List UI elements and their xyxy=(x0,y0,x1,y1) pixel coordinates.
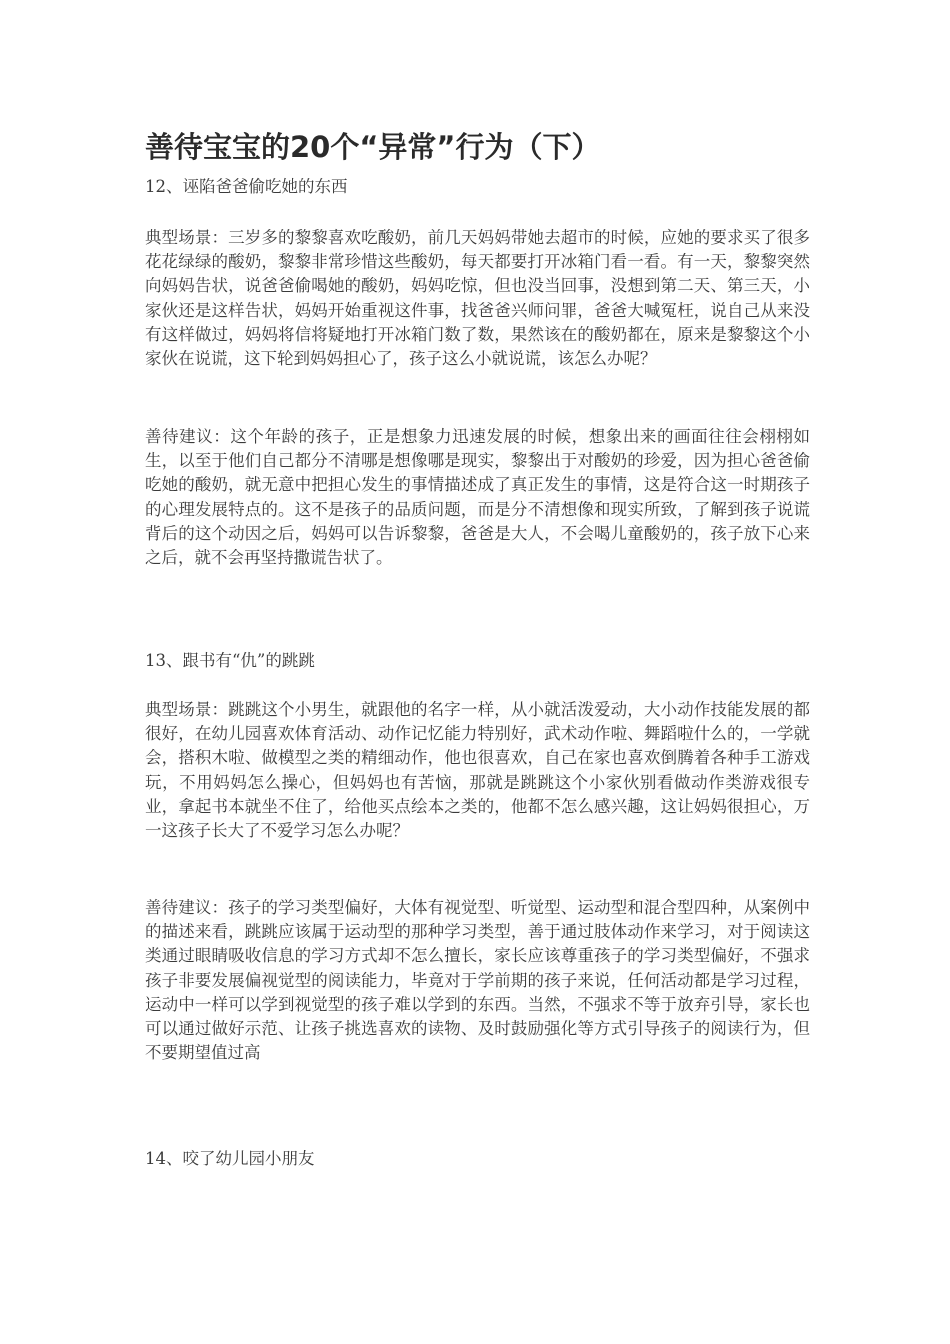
section-heading-12: 12、诬陷爸爸偷吃她的东西 xyxy=(145,177,348,196)
section-12-advice-paragraph: 善待建议：这个年龄的孩子，正是想象力迅速发展的时候，想象出来的画面往往会栩栩如生，以至于他们自己都分不清哪是想像哪是现实，黎黎出于对酸奶的珍爱，因为担心爸爸偷吃她的酸奶，就无意中把担心发生的事情描述成了真正发生的事情，这是符合这一时期孩子的心理发展特点的。这不是孩子的品质问题，而是分不清想像和现实所致，了解到孩子说谎背后的这个动因之后，妈妈可以告诉黎黎，爸爸是大人，不会喝儿童酸奶的，孩子放下心来之后，就不会再坚持撒谎告状了。 xyxy=(145,427,810,568)
section-12-scene-paragraph: 典型场景：三岁多的黎黎喜欢吃酸奶，前几天妈妈带她去超市的时候，应她的要求买了很多花花绿绿的酸奶，黎黎非常珍惜这些酸奶，每天都要打开冰箱门看一看。有一天，黎黎突然向妈妈告状，说爸爸偷喝她的酸奶，妈妈吃惊，但也没当回事，没想到第二天、第三天，小家伙还是这样告状，妈妈开始重视这件事，找爸爸兴师问罪，爸爸大喊冤枉，说自己从来没有这样做过，妈妈将信将疑地打开冰箱门数了数，果然该在的酸奶都在，原来是黎黎这个小家伙在说谎，这下轮到妈妈担心了，孩子这么小就说谎，该怎么办呢？ xyxy=(145,228,810,369)
section-13-advice-paragraph: 善待建议：孩子的学习类型偏好，大体有视觉型、听觉型、运动型和混合型四种，从案例中的描述来看，跳跳应该属于运动型的那种学习类型，善于通过肢体动作来学习，对于阅读这类通过眼睛吸收信息的学习方式却不怎么擅长，家长应该尊重孩子的学习类型偏好，不强求孩子非要发展偏视觉型的阅读能力，毕竟对于学前期的孩子来说，任何活动都是学习过程，运动中一样可以学到视觉型的孩子难以学到的东西。当然，不强求不等于放弃引导，家长也可以通过做好示范、让孩子挑选喜欢的读物、及时鼓励强化等方式引导孩子的阅读行为，但不要期望值过高 xyxy=(145,898,810,1063)
article-title: 善待宝宝的20个“异常”行为（下） xyxy=(145,130,601,164)
section-heading-14: 14、咬了幼儿园小朋友 xyxy=(145,1149,315,1168)
section-13-scene-paragraph: 典型场景：跳跳这个小男生，就跟他的名字一样，从小就活泼爱动，大小动作技能发展的都很好，在幼儿园喜欢体育活动、动作记忆能力特别好，武术动作啦、舞蹈啦什么的，一学就会，搭积木啦、做模型之类的精细动作，他也很喜欢，自己在家也喜欢倒腾着各种手工游戏玩，不用妈妈怎么操心，但妈妈也有苦恼，那就是跳跳这个小家伙别看做动作类游戏很专业，拿起书本就坐不住了，给他买点绘本之类的，他都不怎么感兴趣，这让妈妈很担心，万一这孩子长大了不爱学习怎么办呢？ xyxy=(145,700,810,841)
section-heading-13: 13、跟书有“仇”的跳跳 xyxy=(145,651,315,670)
